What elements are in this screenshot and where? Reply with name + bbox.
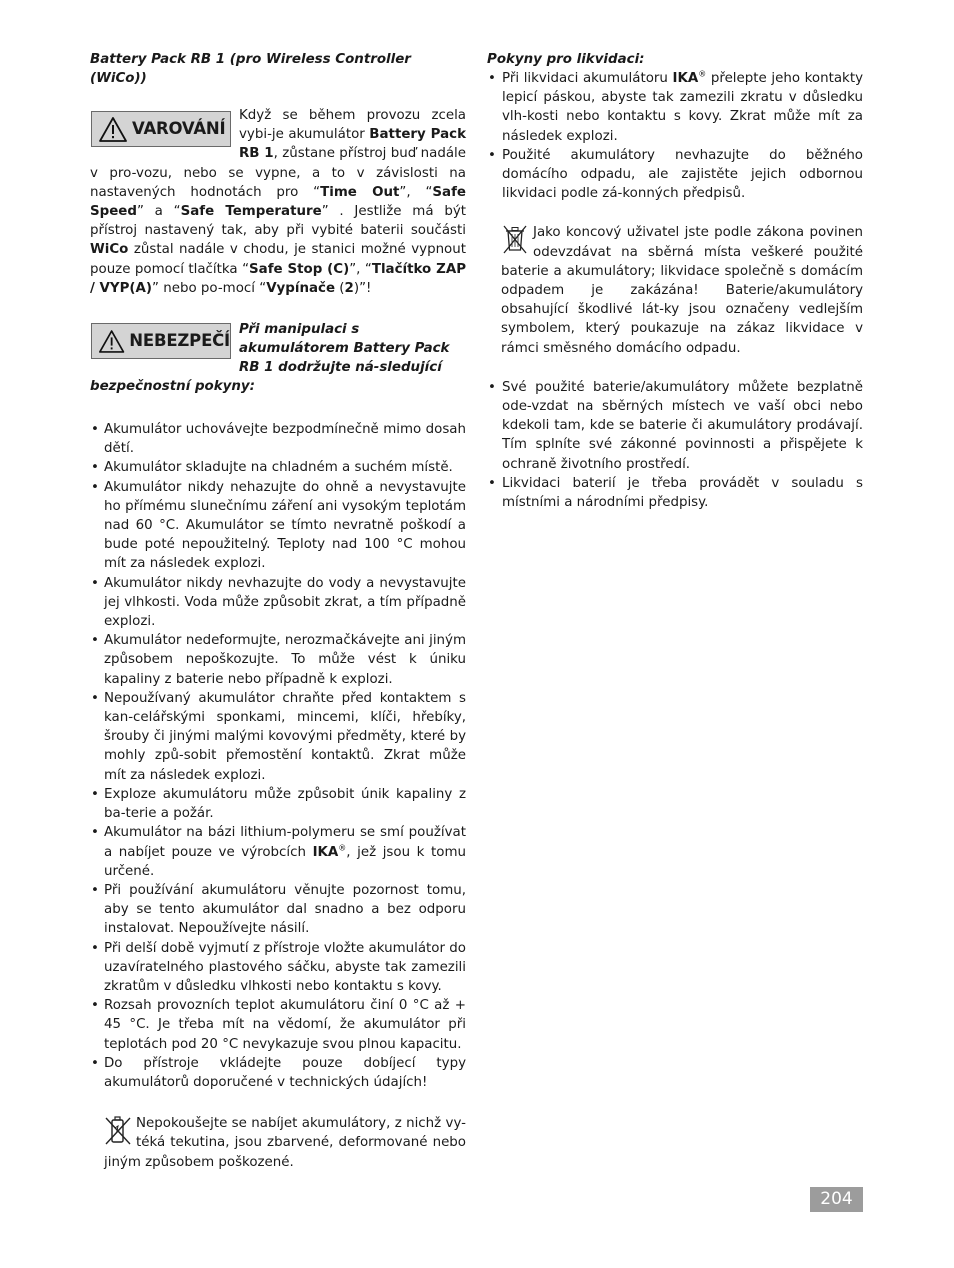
list-item: • Akumulátor nikdy nehazujte do ohně a nevystavujte ho přímému slunečnímu záření ani vysokým teplotám nad 60 °C. Akumulátor se tímto nevratně poškodí a bude poté nepoužitelný. Teploty nad 100 °C mohou mít za následek explozi. xyxy=(90,478,466,574)
warning-text-part: ” nebo po-mocí “ xyxy=(152,280,267,296)
list-item-text: , jež jsou k tomu určené. xyxy=(104,844,466,879)
left-column xyxy=(90,50,466,1172)
list-item-text: Při likvidaci akumulátoru xyxy=(502,71,673,86)
list-item: • Nepoužívaný akumulátor chraňte před kontaktem s kan-celářskými sponkami, mincemi, klíči, hřebíky, šrouby či jinými malými kovovými předměty, které by mohly způ-sobit přemostění kontaktů. Zkrat může mít za následek explozi. xyxy=(90,689,466,785)
list-item: • Akumulátor nedeformujte, nerozmačkávejte ani jiným způsobem nepoškozujte. To může vést k úniku kapaliny z baterie nebo případně k explozi. xyxy=(90,631,466,689)
warning-text-part: ” a “ xyxy=(136,204,181,220)
list-item-text: Akumulátor na bázi lithium-polymeru se smí používat a nabíjet pouze ve výrobcích xyxy=(104,825,466,860)
registered-mark: ® xyxy=(698,69,707,79)
list-item xyxy=(90,823,466,881)
warning-text-bold: Safe Speed xyxy=(90,184,466,220)
danger-label-box xyxy=(91,323,231,359)
list-item: • Při delší době vyjmutí z přístroje vložte akumulátor do uzavíratelného plastového sáčku, abyste tak zamezili zkratům v důsledku vlhkosti nebo kontaktu s kovy. xyxy=(90,939,466,997)
warning-text-bold: Tlačítko ZAP / VYP(A) xyxy=(90,261,467,296)
warning-text-part: ( xyxy=(335,280,345,296)
safety-list xyxy=(90,420,466,1092)
list-item: • Likvidaci baterií je třeba provádět v souladu s místními a národními předpisy. xyxy=(487,474,863,512)
warning-text-part: , zůstane přístroj buď nadále v pro-vozu, nebo se vypne, a to v závislosti na nastavených hodnotách pro “ xyxy=(90,146,466,200)
warning-text-bold: Time Out xyxy=(320,184,400,200)
list-item: • Své použité baterie/akumulátory můžete bezplatně ode-vzdat na sběrných místech ve vaší obci nebo kdekoli tam, kde se baterie či akumulátory prodávají. Tím splníte své zákonné povinnosti a přispějete k ochraně životního prostředí. xyxy=(487,378,863,474)
list-item xyxy=(487,69,863,146)
warning-triangle-icon xyxy=(98,116,128,143)
registered-mark: ® xyxy=(338,843,347,853)
section-heading-battery-pack: Battery Pack RB 1 (pro Wireless Controller (WiCo)) xyxy=(90,52,411,86)
danger-heading: Při manipulaci s akumulátorem Battery Pack RB 1 dodržujte ná-sledující bezpečnostní pokyny: xyxy=(90,322,450,395)
list-item: • Rozsah provozních teplot akumulátoru činí 0 °C až + 45 °C. Je třeba mít na vědomí, že akumulátor při teplotách pod 20 °C nevykazuje svou plnou kapacitu. xyxy=(90,996,466,1054)
section-heading-disposal: Pokyny pro likvidaci: xyxy=(487,52,645,67)
disposal-law-note xyxy=(501,223,863,357)
disposal-law-note-text: Jako koncový uživatel jste podle zákona povinen odevzdávat na sběrná místa veškeré použité baterie a akumulátory; likvidace společně s domácím odpadem je zakázána! Baterie/akumulátory obsahující škodlivé lát-ky jsou označeny vedlejším symbolem, který poukazuje na zákaz likvidace v rámci směsného domácího odpadu. xyxy=(501,225,863,356)
damaged-battery-note xyxy=(104,1114,466,1172)
warning-text-part: )”! xyxy=(353,280,372,296)
warning-text-part: ” . Jestliže má být přístroj nastavený tak, aby při vybité baterii součásti xyxy=(90,204,466,239)
disposal-list-end xyxy=(487,378,863,512)
warning-label-box xyxy=(91,111,231,147)
list-item: • Při používání akumulátoru věnujte pozornost tomu, aby se tento akumulátor dal snadno a bez odporu instalovat. Nepoužívejte násilí. xyxy=(90,881,466,939)
warning-label: VAROVÁNÍ xyxy=(132,119,226,139)
warning-text-bold: Vypínače xyxy=(266,280,336,296)
list-item: • Akumulátor nikdy nevhazujte do vody a nevystavujte jej vlhkosti. Voda může způsobit zkrat, a tím případně explozi. xyxy=(90,574,466,632)
warning-text-bold: Safe Temperature xyxy=(180,204,322,220)
brand-name: IKA xyxy=(312,844,339,860)
no-charge-damaged-battery-icon xyxy=(104,1114,132,1146)
warning-text-part: ”, “ xyxy=(399,184,433,200)
warning-text-part: Když se během provozu zcela vybi-je akumulátor xyxy=(239,108,466,143)
list-item: • Do přístroje vkládejte pouze dobíjecí typy akumulátorů doporučené v technických údajích! xyxy=(90,1054,466,1092)
warning-text-bold: WiCo xyxy=(90,242,129,258)
danger-block xyxy=(90,320,466,396)
page-number: 204 xyxy=(810,1187,863,1212)
list-item: • Exploze akumulátoru může způsobit únik kapaliny z ba-terie a požár. xyxy=(90,785,466,823)
danger-label: NEBEZPEČÍ xyxy=(129,331,230,351)
right-column xyxy=(487,50,863,512)
warning-text-part: ”, “ xyxy=(349,261,372,277)
warning-block xyxy=(90,106,466,298)
warning-text-bold: Safe Stop (C) xyxy=(249,261,350,277)
warning-text-bold: Battery Pack RB 1 xyxy=(239,127,466,162)
damaged-battery-note-text: Nepokoušejte se nabíjet akumulátory, z nichž vy-téká tekutina, jsou zbarvené, deformované nebo jiným způsobem poškozené. xyxy=(104,1116,466,1170)
disposal-list xyxy=(487,69,863,203)
danger-triangle-icon xyxy=(98,328,125,355)
warning-text-part: zůstal nadále v chodu, je stanici možné vypnout pouze pomocí tlačítka “ xyxy=(90,242,466,277)
list-item: • Použité akumulátory nevhazujte do běžného domácího odpadu, ale zajistěte jejich odbornou likvidaci podle zá-konných předpisů. xyxy=(487,146,863,204)
warning-text-bold: 2 xyxy=(344,280,354,296)
list-item: • Akumulátor uchovávejte bezpodmínečně mimo dosah dětí. xyxy=(90,420,466,458)
list-item: • Akumulátor skladujte na chladném a suchém místě. xyxy=(90,458,466,477)
crossed-bin-icon xyxy=(501,223,529,255)
brand-name: IKA xyxy=(672,71,699,86)
list-item-text: přelepte jeho kontakty lepicí páskou, abyste tak zamezili zkratu v důsledku vlh-kosti nebo kontaktu s kovy. Zkrat může mít za následek explozi. xyxy=(502,71,863,144)
